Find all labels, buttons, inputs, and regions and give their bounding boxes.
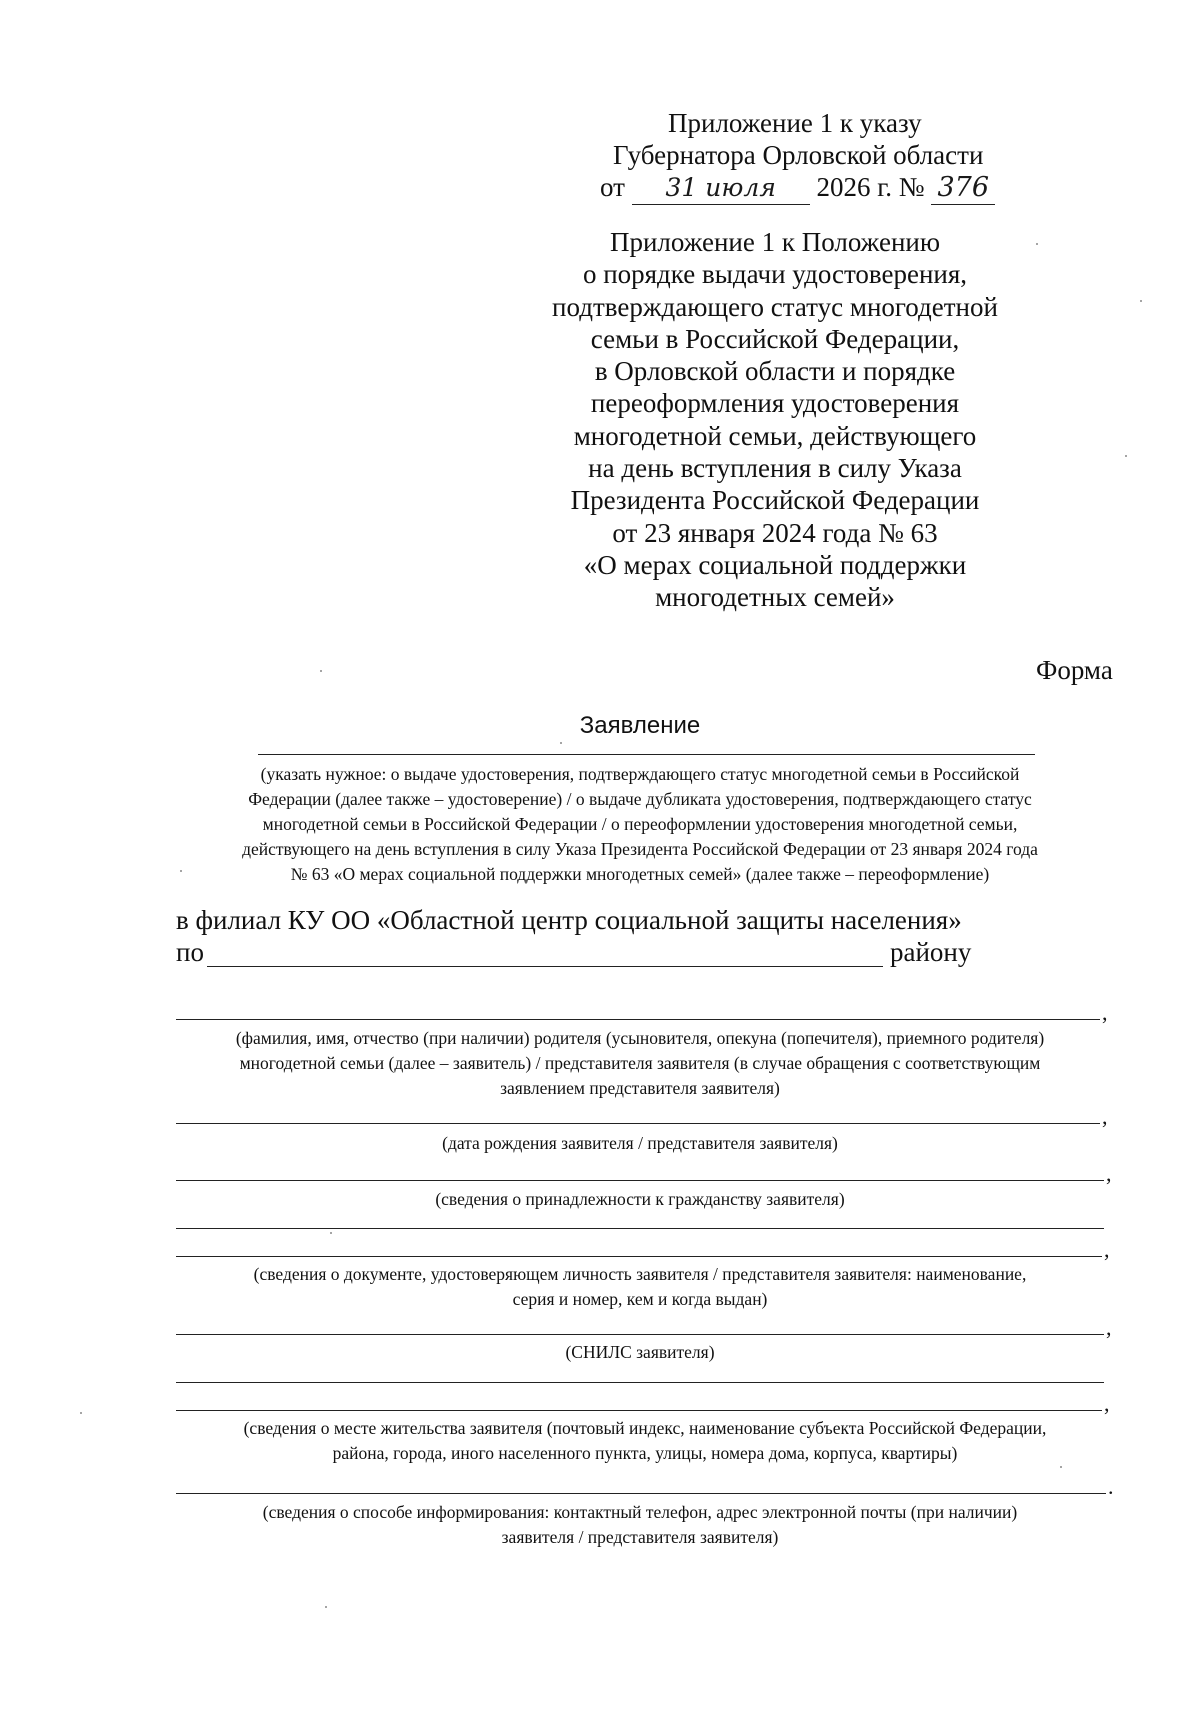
- hint-line: (сведения о месте жительства заявителя (почтовый индекс, наименование субъекта Российской Федерации,: [243, 1418, 1047, 1438]
- addressee-line: в филиал КУ ОО «Областной центр социальной защиты населения»: [176, 905, 962, 935]
- scan-speck: [1036, 243, 1038, 245]
- birth-date-line[interactable]: [176, 1123, 1100, 1124]
- handwritten-decree-number: 376: [931, 172, 995, 205]
- regulation-line: от 23 января 2024 года № 63: [612, 517, 938, 548]
- contact-line[interactable]: [176, 1493, 1106, 1494]
- hint-line: (фамилия, имя, отчество (при наличии) родителя (усыновителя, опекуна (попечителя), приемного родителя): [235, 1028, 1045, 1048]
- birth-date-hint: (дата рождения заявителя / представителя заявителя): [442, 1133, 838, 1153]
- hint-line: (указать нужное: о выдаче удостоверения, подтверждающего статус многодетной семьи в Российской: [260, 764, 1020, 784]
- date-prefix: от: [600, 172, 625, 202]
- snils-hint: (СНИЛС заявителя): [565, 1342, 715, 1362]
- hint-line: заявителя / представителя заявителя): [501, 1527, 779, 1547]
- district-input-line[interactable]: [207, 966, 883, 967]
- citizenship-hint: (сведения о принадлежности к гражданству заявителя): [435, 1189, 845, 1209]
- comma-mark: ,: [1106, 1315, 1112, 1340]
- regulation-line: семьи в Российской Федерации,: [590, 323, 960, 354]
- comma-mark: ,: [1106, 1161, 1112, 1186]
- hint-line: серия и номер, кем и когда выдан): [512, 1289, 768, 1309]
- regulation-line: Президента Российской Федерации: [570, 485, 980, 516]
- scan-speck: [1125, 455, 1127, 457]
- regulation-line: многодетных семей»: [655, 582, 895, 613]
- hint-line: многодетной семьи в Российской Федерации / о переоформлении удостоверения многодетной семьи,: [262, 814, 1018, 834]
- date-year-label: 2026 г. №: [816, 172, 925, 202]
- residence-line-1[interactable]: [176, 1382, 1104, 1383]
- hint-line: района, города, иного населенного пункта, улицы, номера дома, корпуса, квартиры): [332, 1443, 958, 1463]
- regulation-line: переоформления удостоверения: [590, 388, 960, 419]
- hint-line: Федерации (далее также – удостоверение) / о выдаче дубликата удостоверения, подтверждающего статус: [248, 789, 1032, 809]
- scan-speck: [330, 1232, 332, 1234]
- id-document-line-1[interactable]: [176, 1228, 1104, 1229]
- scan-speck: [325, 1606, 327, 1608]
- addressee-suffix: району: [890, 937, 972, 967]
- id-document-hint: [150, 1262, 1130, 1312]
- regulation-line: «О мерах социальной поддержки: [583, 549, 967, 580]
- scan-speck: [560, 742, 562, 744]
- id-document-line-2[interactable]: [176, 1256, 1102, 1257]
- scan-speck: [180, 870, 182, 872]
- applicant-name-line[interactable]: [176, 1019, 1100, 1020]
- appendix-line-2: Губернатора Орловской области: [613, 140, 984, 170]
- document-title: Заявление: [579, 712, 701, 739]
- scan-speck: [80, 1412, 82, 1414]
- regulation-appendix-block: [550, 226, 1000, 614]
- residence-line-2[interactable]: [176, 1410, 1102, 1411]
- regulation-line: многодетной семьи, действующего: [573, 420, 977, 451]
- scan-speck: [1060, 1466, 1062, 1468]
- decree-date-line: [600, 171, 995, 205]
- comma-mark: ,: [1104, 1237, 1110, 1262]
- regulation-line: подтверждающего статус многодетной: [552, 291, 998, 322]
- scan-speck: [320, 670, 322, 672]
- citizenship-line[interactable]: [176, 1180, 1104, 1181]
- regulation-line: о порядке выдачи удостоверения,: [582, 259, 968, 290]
- hint-line: № 63 «О мерах социальной поддержки многодетных семей» (далее также – переоформление): [290, 864, 990, 884]
- regulation-line: на день вступления в силу Указа: [588, 453, 962, 484]
- regulation-line: в Орловской области и порядке: [594, 356, 956, 387]
- contact-hint: [150, 1500, 1130, 1550]
- comma-mark: ,: [1102, 1104, 1108, 1129]
- form-label: Форма: [1036, 655, 1113, 685]
- addressee-prefix: по: [176, 937, 204, 967]
- period-mark: .: [1108, 1474, 1114, 1499]
- snils-line[interactable]: [176, 1334, 1104, 1335]
- hint-line: действующего на день вступления в силу Указа Президента Российской Федерации от 23 января 2024 года: [242, 839, 1038, 859]
- handwritten-date: 31 июля: [632, 172, 810, 205]
- comma-mark: ,: [1102, 1000, 1108, 1025]
- regulation-line: Приложение 1 к Положению: [609, 227, 941, 257]
- application-type-hint: [150, 762, 1130, 887]
- scan-speck: [1140, 300, 1142, 302]
- hint-line: многодетной семьи (далее – заявитель) / представителя заявителя (в случае обращения с соответствующим: [239, 1053, 1041, 1073]
- appendix-line-1: Приложение 1 к указу: [668, 108, 922, 138]
- comma-mark: ,: [1104, 1391, 1110, 1416]
- hint-line: (сведения о способе информирования: контактный телефон, адрес электронной почты (при наличии): [262, 1502, 1018, 1522]
- residence-hint: [150, 1416, 1140, 1466]
- applicant-name-hint: [150, 1026, 1130, 1101]
- hint-line: (сведения о документе, удостоверяющем личность заявителя / представителя заявителя: наименование,: [253, 1264, 1027, 1284]
- application-type-line[interactable]: [258, 754, 1035, 755]
- hint-line: заявлением представителя заявителя): [500, 1078, 780, 1098]
